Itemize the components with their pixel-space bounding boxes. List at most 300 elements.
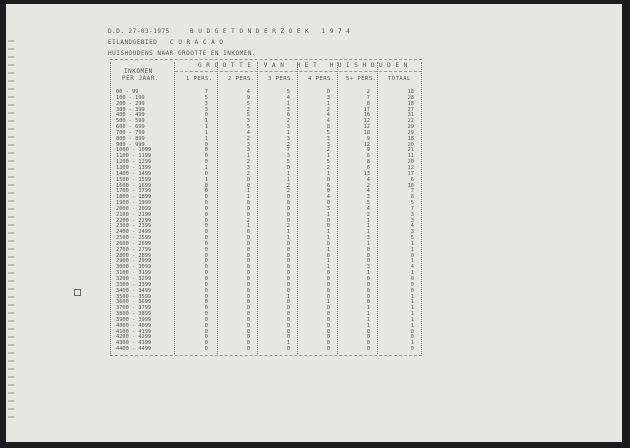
count-cell: 1	[366, 305, 370, 312]
income-range: 3700 - 3799	[116, 305, 152, 312]
total-cell: 28	[407, 94, 414, 101]
count-cell: 0	[204, 322, 208, 329]
count-cell: 5	[246, 100, 250, 107]
income-range: 1900 - 1999	[116, 200, 152, 207]
count-cell: 3	[326, 205, 330, 212]
col-header-total: TOTAAL	[388, 76, 411, 82]
col-header-3: 3 PERS.	[268, 76, 295, 82]
income-range: 1000 - 1099	[116, 147, 152, 154]
count-cell: 6	[366, 153, 370, 160]
count-cell: 0	[204, 258, 208, 265]
total-cell: 12	[407, 164, 414, 171]
count-cell: 4	[366, 205, 370, 212]
count-cell: 0	[246, 182, 250, 189]
count-cell: 1	[286, 100, 290, 107]
count-cell: 0	[286, 334, 290, 341]
count-cell: 0	[204, 346, 208, 353]
count-cell: 2	[286, 223, 290, 230]
count-cell: 4	[326, 112, 330, 119]
count-cell: 1	[286, 170, 290, 177]
income-range: 2800 - 2899	[116, 252, 152, 259]
total-cell: 29	[407, 129, 414, 136]
count-cell: 3	[246, 118, 250, 125]
count-cell: 0	[204, 276, 208, 282]
total-cell: 10	[407, 182, 414, 189]
count-cell: 0	[246, 287, 250, 294]
count-cell: 1	[204, 124, 208, 131]
count-cell: 1	[286, 340, 290, 347]
total-cell: 22	[407, 118, 414, 125]
count-cell: 0	[286, 322, 290, 329]
region-name: C U R A C A O	[170, 39, 224, 46]
count-cell: 1	[326, 100, 330, 107]
count-cell: 16	[363, 112, 370, 119]
count-cell: 3	[246, 164, 250, 171]
total-cell: 27	[407, 106, 414, 113]
count-cell: 0	[204, 182, 208, 189]
count-cell: 0	[286, 246, 290, 253]
count-cell: 0	[246, 311, 250, 318]
col-header-2: 2 PERS.	[228, 76, 255, 82]
income-range: 900 - 999	[116, 141, 145, 148]
count-cell: 0	[246, 270, 250, 277]
count-cell: 0	[286, 264, 290, 271]
count-cell: 0	[286, 258, 290, 265]
count-cell: 0	[326, 223, 330, 230]
count-cell: 1	[246, 153, 250, 160]
total-cell: 29	[407, 124, 414, 131]
count-cell: 0	[246, 246, 250, 253]
row-header-1: INKOMEN	[124, 68, 153, 75]
total-cell: 0	[410, 328, 414, 335]
count-cell: 0	[286, 281, 290, 288]
count-cell: 0	[326, 287, 330, 294]
count-cell: 3	[326, 141, 330, 148]
count-cell: 0	[366, 328, 370, 335]
count-cell: 1	[326, 153, 330, 160]
count-cell: 0	[204, 270, 208, 277]
total-cell: 20	[407, 141, 414, 148]
table-top-rule	[110, 59, 422, 60]
count-cell: 1	[366, 311, 370, 318]
count-cell: 1	[204, 118, 208, 125]
income-range: 1700 - 1799	[116, 188, 152, 195]
report-title: B U D G E T O N D E R Z O E K 1 9 7 4	[190, 28, 351, 35]
count-cell: 0	[204, 334, 208, 341]
count-cell: 0	[204, 153, 208, 160]
count-cell: 0	[366, 287, 370, 294]
income-range: 3000 - 3099	[116, 264, 152, 271]
count-cell: 3	[286, 135, 290, 142]
count-cell: 3	[204, 106, 208, 113]
total-cell: 4	[410, 264, 414, 271]
count-cell: 0	[326, 188, 330, 195]
count-cell: 0	[204, 170, 208, 177]
total-cell: 17	[407, 170, 414, 177]
table-subtitle: HUISHOUDENS NAAR GROOTTE EN INKOMEN.	[108, 50, 257, 57]
total-cell: 1	[410, 322, 414, 329]
count-cell: 0	[286, 328, 290, 335]
count-cell: 0	[246, 328, 250, 335]
count-cell: 1	[326, 264, 330, 271]
count-cell: 1	[246, 188, 250, 195]
count-cell: 6	[286, 112, 290, 119]
count-cell: 0	[366, 299, 370, 306]
count-cell: 0	[326, 176, 330, 183]
count-cell: 0	[246, 240, 250, 247]
count-cell: 3	[326, 94, 330, 101]
count-cell: 0	[246, 346, 250, 353]
total-cell: 21	[407, 147, 414, 154]
count-cell: 3	[286, 153, 290, 160]
count-cell: 3	[286, 124, 290, 131]
margin-box	[74, 289, 81, 296]
income-range: 4200 - 4299	[116, 334, 152, 341]
income-range: 1200 - 1299	[116, 159, 152, 166]
count-cell: 3	[366, 194, 370, 201]
count-cell: 0	[204, 159, 208, 166]
count-cell: 0	[246, 176, 250, 183]
count-cell: 0	[326, 328, 330, 335]
count-cell: 4	[366, 188, 370, 195]
count-cell: 5	[286, 159, 290, 166]
count-cell: 1	[204, 129, 208, 136]
count-cell: 0	[204, 235, 208, 242]
income-range: 4400 - 4499	[116, 346, 152, 353]
count-cell: 3	[366, 264, 370, 271]
count-cell: 1	[326, 299, 330, 306]
count-cell: 4	[246, 89, 250, 95]
count-cell: 0	[204, 141, 208, 148]
income-range: 3400 - 3499	[116, 287, 152, 294]
count-cell: 0	[326, 316, 330, 323]
count-cell: 0	[286, 270, 290, 277]
income-range: 2400 - 2499	[116, 229, 152, 236]
income-range: 300 - 399	[116, 106, 145, 113]
region-label: EILANDGEBIED	[108, 39, 158, 46]
income-range: 100 - 199	[116, 94, 145, 101]
count-cell: 1	[246, 194, 250, 201]
count-cell: 1	[326, 246, 330, 253]
count-cell: 1	[286, 129, 290, 136]
income-range: 2500 - 2599	[116, 235, 152, 242]
count-cell: 0	[366, 246, 370, 253]
income-range: 4300 - 4399	[116, 340, 152, 347]
total-cell: 0	[410, 287, 414, 294]
count-cell: 0	[286, 240, 290, 247]
count-cell: 1	[366, 217, 370, 224]
total-cell: 5	[410, 200, 414, 207]
count-cell: 5	[246, 112, 250, 119]
count-cell: 1	[204, 164, 208, 171]
count-cell: 2	[326, 106, 330, 113]
income-range: 2900 - 2999	[116, 258, 152, 265]
count-cell: 0	[326, 240, 330, 247]
count-cell: 1	[326, 170, 330, 177]
count-cell: 4	[366, 176, 370, 183]
count-cell: 5	[246, 124, 250, 131]
count-cell: 0	[204, 246, 208, 253]
count-cell: 7	[286, 147, 290, 154]
count-cell: 18	[363, 129, 370, 136]
count-cell: 1	[286, 293, 290, 300]
count-cell: 2	[286, 118, 290, 125]
count-cell: 0	[246, 299, 250, 306]
income-range: 1800 - 1899	[116, 194, 152, 201]
count-cell: 5	[326, 129, 330, 136]
income-range: 1400 - 1499	[116, 170, 152, 177]
count-cell: 0	[204, 299, 208, 306]
total-cell: 1	[410, 299, 414, 306]
count-cell: 2	[326, 147, 330, 154]
count-cell: 0	[366, 334, 370, 341]
count-cell: 0	[326, 89, 330, 95]
count-cell: 0	[204, 229, 208, 236]
income-range: 2300 - 2399	[116, 223, 152, 230]
count-cell: 0	[204, 293, 208, 300]
income-range: 3800 - 3899	[116, 311, 152, 318]
count-cell: 0	[366, 252, 370, 259]
income-range: 1100 - 1199	[116, 153, 152, 160]
income-range: 1500 - 1599	[116, 176, 152, 183]
income-range: 3300 - 3399	[116, 281, 152, 288]
count-cell: 0	[366, 281, 370, 288]
count-cell: 0	[246, 293, 250, 300]
income-range: 3100 - 3199	[116, 270, 152, 277]
count-cell: 1	[286, 235, 290, 242]
count-cell: 4	[246, 129, 250, 136]
group-header: G R O O T T E V A N H E T H U I S H O U D E N	[198, 62, 408, 69]
binding-holes	[8, 40, 14, 420]
income-range: 2700 - 2799	[116, 246, 152, 253]
count-cell: 0	[246, 205, 250, 212]
income-range: 1600 - 1699	[116, 182, 152, 189]
count-cell: 0	[246, 264, 250, 271]
count-cell: 0	[286, 316, 290, 323]
count-cell: 9	[246, 94, 250, 101]
income-range: 400 - 499	[116, 112, 145, 119]
count-cell: 0	[326, 340, 330, 347]
count-cell: 0	[204, 223, 208, 230]
count-cell: 3	[366, 235, 370, 242]
count-cell: 1	[326, 211, 330, 218]
total-cell: 1	[410, 258, 414, 265]
count-cell: 1	[286, 176, 290, 183]
count-cell: 0	[286, 164, 290, 171]
count-cell: 1	[326, 258, 330, 265]
count-cell: 8	[366, 100, 370, 107]
count-cell: 4	[326, 194, 330, 201]
count-cell: 1	[204, 176, 208, 183]
count-cell: 0	[286, 305, 290, 312]
count-cell: 0	[326, 252, 330, 259]
count-cell: 0	[286, 287, 290, 294]
count-cell: 0	[246, 281, 250, 288]
income-range: 2600 - 2699	[116, 240, 152, 247]
count-cell: 0	[246, 305, 250, 312]
count-cell: 0	[326, 311, 330, 318]
total-cell: 3	[410, 229, 414, 236]
total-cell: 1	[410, 311, 414, 318]
count-cell: 1	[366, 223, 370, 230]
count-cell: 0	[204, 311, 208, 318]
income-range: 800 - 899	[116, 135, 145, 142]
count-cell: 5	[286, 89, 290, 95]
total-cell: 7	[410, 188, 414, 195]
count-cell: 0	[246, 340, 250, 347]
count-cell: 0	[204, 281, 208, 288]
count-cell: 0	[246, 316, 250, 323]
total-cell: 18	[407, 100, 414, 107]
count-cell: 0	[366, 346, 370, 353]
count-cell: 3	[326, 135, 330, 142]
count-cell: 1	[366, 270, 370, 277]
count-cell: 0	[326, 217, 330, 224]
count-cell: 2	[286, 182, 290, 189]
count-cell: 12	[363, 141, 370, 148]
total-cell: 0	[410, 281, 414, 288]
total-cell: 1	[410, 305, 414, 312]
col-header-5: 5+ PERS.	[346, 76, 377, 82]
income-range: 4100 - 4199	[116, 328, 152, 335]
total-cell: 3	[410, 217, 414, 224]
count-cell: 2	[246, 170, 250, 177]
count-cell: 0	[204, 211, 208, 218]
income-range: 2200 - 2299	[116, 217, 152, 224]
count-cell: 7	[204, 89, 208, 95]
count-cell: 1	[366, 316, 370, 323]
income-range: 4000 - 4099	[116, 322, 152, 329]
count-cell: 3	[204, 100, 208, 107]
count-cell: 0	[286, 194, 290, 201]
count-cell: 4	[326, 118, 330, 125]
count-cell: 0	[204, 340, 208, 347]
income-range: 3600 - 3699	[116, 299, 152, 306]
household-income-table	[110, 90, 422, 353]
count-cell: 0	[286, 200, 290, 207]
count-cell: 2	[366, 89, 370, 95]
total-cell: 31	[407, 112, 414, 119]
total-cell: 0	[410, 276, 414, 282]
count-cell: 4	[286, 94, 290, 101]
income-range: 3200 - 3299	[116, 276, 152, 282]
count-cell: 12	[363, 118, 370, 125]
count-cell: 7	[366, 94, 370, 101]
count-cell: 0	[286, 217, 290, 224]
count-cell: 0	[366, 340, 370, 347]
count-cell: 0	[286, 299, 290, 306]
count-cell: 5	[366, 200, 370, 207]
group-rule	[175, 71, 422, 72]
count-cell: 3	[246, 147, 250, 154]
income-range: 700 - 799	[116, 129, 145, 136]
count-cell: 0	[326, 270, 330, 277]
count-cell: 0	[204, 240, 208, 247]
count-cell: 0	[204, 217, 208, 224]
total-cell: 6	[410, 176, 414, 183]
count-cell: 2	[246, 217, 250, 224]
count-cell: 0	[204, 205, 208, 212]
total-cell: 0	[410, 346, 414, 353]
count-cell: 3	[286, 106, 290, 113]
total-cell: 0	[410, 334, 414, 341]
count-cell: 2	[326, 164, 330, 171]
count-cell: 0	[326, 322, 330, 329]
count-cell: 0	[326, 281, 330, 288]
count-cell: 0	[246, 252, 250, 259]
count-cell: 8	[326, 124, 330, 131]
total-cell: 7	[410, 205, 414, 212]
total-cell: 18	[407, 89, 414, 95]
count-cell: 0	[204, 200, 208, 207]
table-bottom-rule	[110, 355, 422, 356]
total-cell: 1	[410, 293, 414, 300]
count-cell: 0	[286, 205, 290, 212]
total-cell: 5	[410, 235, 414, 242]
total-cell: 11	[407, 153, 414, 160]
count-cell: 2	[366, 182, 370, 189]
count-cell: 13	[363, 170, 370, 177]
count-cell: 0	[246, 235, 250, 242]
count-cell: 0	[246, 258, 250, 265]
total-cell: 18	[407, 135, 414, 142]
count-cell: 0	[366, 276, 370, 282]
count-cell: 0	[286, 276, 290, 282]
count-cell: 0	[366, 293, 370, 300]
count-cell: 0	[204, 188, 208, 195]
count-cell: 0	[366, 258, 370, 265]
count-cell: 2	[246, 135, 250, 142]
count-cell: 0	[326, 293, 330, 300]
total-cell: 1	[410, 340, 414, 347]
count-cell: 0	[246, 276, 250, 282]
total-cell: 1	[410, 240, 414, 247]
report-date: D.D. 27-03-1975	[108, 28, 170, 35]
total-cell: 1	[410, 246, 414, 253]
count-cell: 0	[204, 252, 208, 259]
count-cell: 9	[366, 147, 370, 154]
count-cell: 1	[366, 322, 370, 329]
count-cell: 0	[246, 334, 250, 341]
count-cell: 1	[204, 135, 208, 142]
income-range: 600 - 699	[116, 124, 145, 131]
count-cell: 0	[286, 311, 290, 318]
count-cell: 0	[286, 346, 290, 353]
income-range: 500 - 599	[116, 118, 145, 125]
count-cell: 0	[326, 200, 330, 207]
count-cell: 0	[204, 287, 208, 294]
count-cell: 6	[326, 182, 330, 189]
count-cell: 1	[246, 223, 250, 230]
count-cell: 2	[286, 188, 290, 195]
count-cell: 0	[204, 264, 208, 271]
total-cell: 0	[410, 252, 414, 259]
count-cell: 17	[363, 106, 370, 113]
income-range: 3500 - 3599	[116, 293, 152, 300]
total-cell: 4	[410, 223, 414, 230]
count-cell: 1	[366, 229, 370, 236]
row-header-2: PER JAAR.	[122, 75, 160, 82]
count-cell: 9	[366, 135, 370, 142]
count-cell: 0	[204, 316, 208, 323]
total-cell: 1	[410, 270, 414, 277]
income-range: 1300 - 1399	[116, 164, 152, 171]
count-cell: 5	[204, 94, 208, 101]
income-range: 200 - 299	[116, 100, 145, 107]
count-cell: 0	[246, 229, 250, 236]
count-cell: 5	[326, 159, 330, 166]
count-cell: 0	[286, 252, 290, 259]
